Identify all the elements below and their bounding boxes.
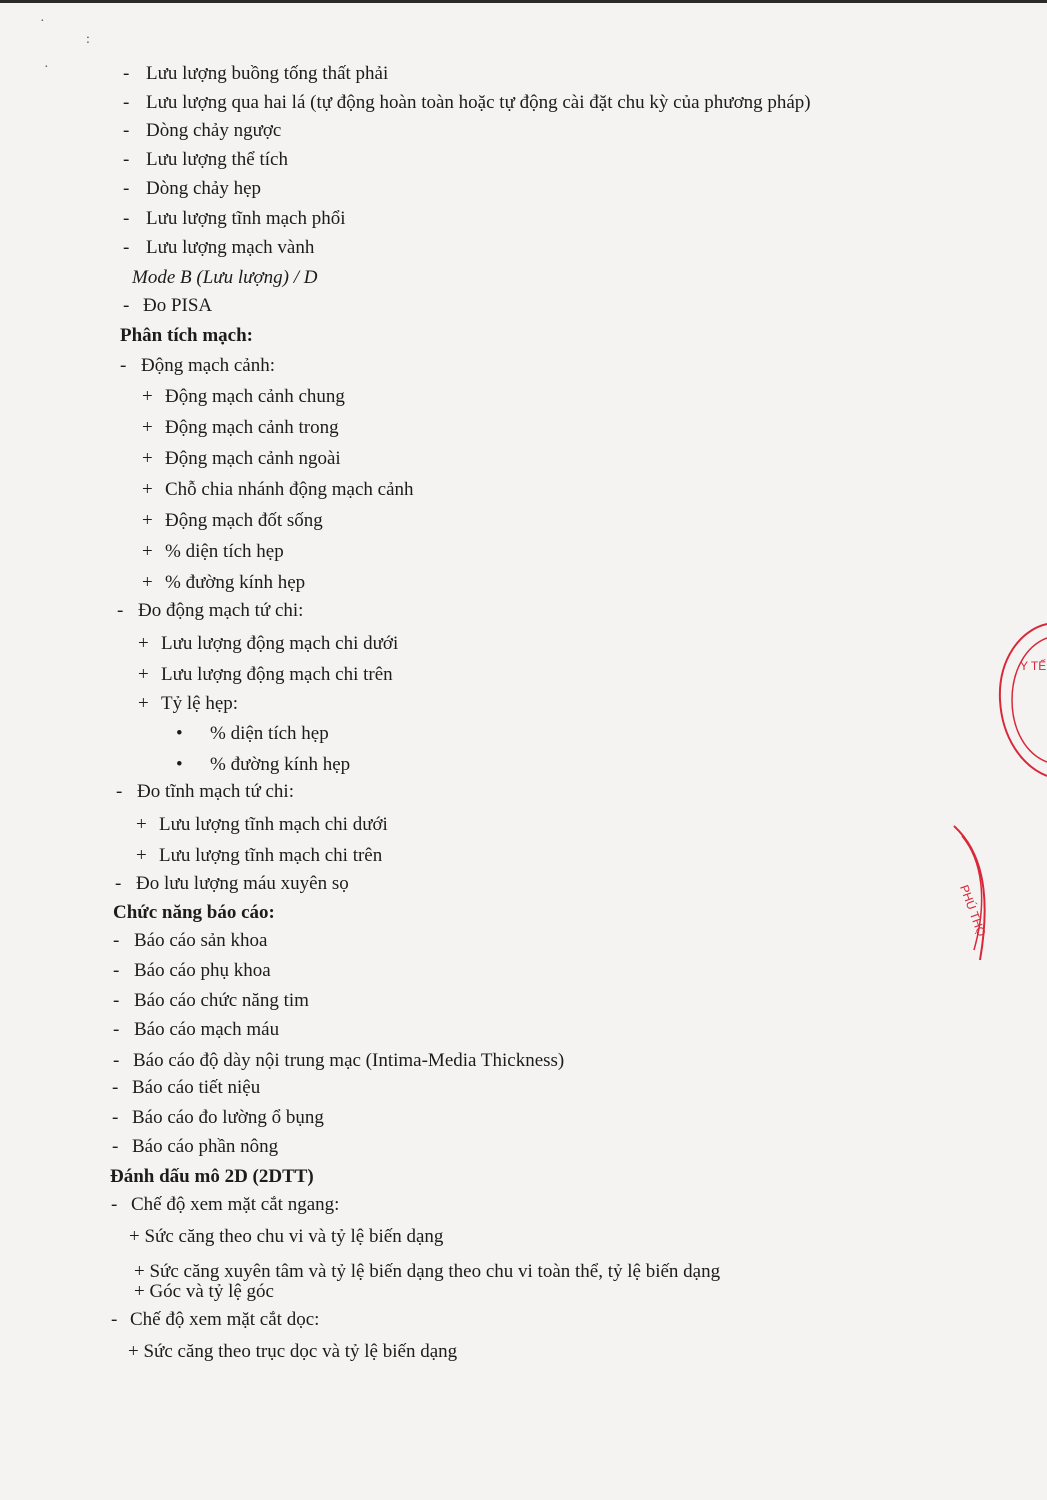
plus-marker: + [138,693,149,714]
plus-marker: + [136,845,147,866]
dash-marker: - [111,1309,118,1330]
list-item: Tỷ lệ hẹp: [161,693,239,714]
list-item: Báo cáo đo lường ổ bụng [132,1107,324,1128]
dash-marker: - [123,149,130,170]
plus-marker: + [142,448,153,469]
dash-marker: - [111,1194,118,1215]
plus-marker: + [138,633,149,654]
section-heading: Đánh dấu mô 2D (2DTT) [110,1166,314,1187]
list-item: Lưu lượng động mạch chi dưới [161,633,399,654]
plus-marker: + [142,386,153,407]
dash-marker: - [123,120,130,141]
list-item: Chỗ chia nhánh động mạch cảnh [165,479,414,500]
plus-marker: + [142,479,153,500]
list-item: Lưu lượng tĩnh mạch chi dưới [159,814,388,835]
dash-marker: - [123,178,130,199]
list-item: Đo lưu lượng máu xuyên sọ [136,873,349,894]
svg-text:PHÚ THỌ: PHÚ THỌ [957,882,989,939]
dash-marker: - [113,960,120,981]
dash-marker: - [115,873,122,894]
plus-marker: + [136,814,147,835]
list-item: Động mạch cảnh trong [165,417,339,438]
dash-marker: - [123,237,130,258]
list-item: % đường kính hẹp [165,572,306,593]
dash-marker: - [112,1107,119,1128]
dash-marker: - [123,63,130,84]
list-item: + Sức căng xuyên tâm và tỷ lệ biến dạng theo chu vi toàn thể, tỷ lệ biến dạng [134,1261,721,1282]
list-item: Báo cáo phần nông [132,1136,279,1157]
dash-marker: - [123,92,130,113]
list-item: Báo cáo chức năng tim [134,990,309,1011]
list-item: Lưu lượng mạch vành [146,237,315,258]
dash-marker: - [123,208,130,229]
list-item: Lưu lượng thể tích [146,149,288,170]
list-item: Lưu lượng qua hai lá (tự động hoàn toàn hoặc tự động cài đặt chu kỳ của phương pháp) [146,92,811,113]
list-item: + Sức căng theo chu vi và tỷ lệ biến dạng [129,1226,444,1247]
plus-marker: + [142,541,153,562]
scan-artifact-mark: : [86,32,90,47]
stamp-seal-top [990,620,1047,780]
section-heading: Phân tích mạch: [120,325,253,346]
dash-marker: - [120,355,127,376]
list-item: Dòng chảy ngược [146,120,282,141]
list-item: Báo cáo phụ khoa [134,960,271,981]
list-item: Động mạch đốt sống [165,510,323,531]
dash-marker: - [113,930,120,951]
list-item: Đo động mạch tứ chi: [138,600,304,621]
plus-marker: + [142,572,153,593]
dash-marker: - [113,1019,120,1040]
list-item: Lưu lượng buồng tống thất phải [146,63,389,84]
dot-marker: • [176,723,183,744]
scan-artifact-mark: · [40,14,45,29]
scan-artifact-mark: · [44,60,49,75]
section-heading: Chức năng báo cáo: [113,902,275,923]
list-item: Lưu lượng tĩnh mạch phổi [146,208,346,229]
stamp-seal-bottom [950,820,1000,970]
plus-marker: + [138,664,149,685]
plus-marker: + [142,510,153,531]
dash-marker: - [116,781,123,802]
list-item: Dòng chảy hẹp [146,178,262,199]
dash-marker: - [112,1136,119,1157]
list-item: Chế độ xem mặt cắt dọc: [130,1309,320,1330]
list-item: + Sức căng theo trục dọc và tỷ lệ biến dạng [128,1341,458,1362]
svg-text:Y TẾ: Y TẾ [1020,659,1047,673]
plus-marker: + [142,417,153,438]
list-item: Báo cáo sản khoa [134,930,268,951]
list-item: % diện tích hẹp [165,541,284,562]
list-item: Lưu lượng động mạch chi trên [161,664,393,685]
list-item: Báo cáo độ dày nội trung mạc (Intima-Media Thickness) [133,1050,565,1071]
list-item: Đo PISA [143,295,213,316]
list-item: % diện tích hẹp [210,723,329,744]
dash-marker: - [113,990,120,1011]
list-item: Động mạch cảnh ngoài [165,448,341,469]
list-item: Động mạch cảnh: [141,355,276,376]
list-item: Báo cáo tiết niệu [132,1077,261,1098]
list-item: Lưu lượng tĩnh mạch chi trên [159,845,383,866]
list-item: Động mạch cảnh chung [165,386,345,407]
list-item: Chế độ xem mặt cắt ngang: [131,1194,340,1215]
list-item: Báo cáo mạch máu [134,1019,280,1040]
page-top-border [0,0,1047,3]
list-item: + Góc và tỷ lệ góc [134,1281,274,1302]
list-item: % đường kính hẹp [210,754,351,775]
dash-marker: - [113,1050,120,1071]
dot-marker: • [176,754,183,775]
dash-marker: - [123,295,130,316]
dash-marker: - [112,1077,119,1098]
mode-subheading: Mode B (Lưu lượng) / D [132,267,318,288]
dash-marker: - [117,600,124,621]
list-item: Đo tĩnh mạch tứ chi: [137,781,294,802]
